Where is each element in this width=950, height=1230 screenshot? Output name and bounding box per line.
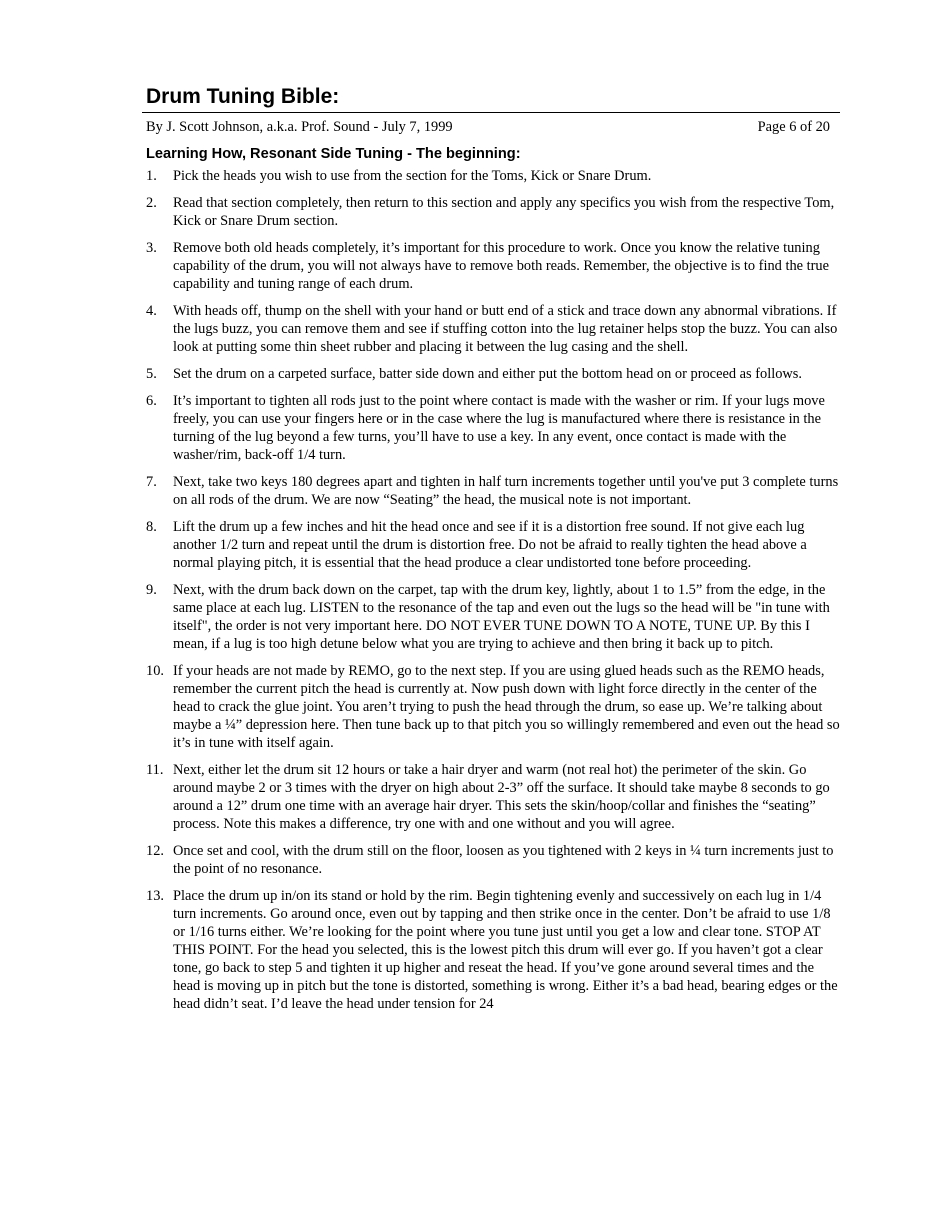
- list-item: [146, 167, 844, 185]
- step-text: It’s important to tighten all rods just to the point where contact is made with the washer or rim. If your lugs move freely, you can use your fingers here or in the case where the lug is manufactured where there is resistance in the turning of the lug beyond a few turns, you’ll have to use a key. In any event, once contact is made with the washer/rim, back-off 1/4 turn.: [173, 393, 825, 463]
- list-item: [146, 518, 844, 572]
- step-number: 6.: [146, 393, 157, 409]
- title-divider: [142, 112, 840, 113]
- step-text: Read that section completely, then return to this section and apply any specifics you wish from the respective Tom, Kick or Snare Drum section.: [173, 195, 835, 229]
- document-title: Drum Tuning Bible:: [146, 85, 340, 108]
- step-text: Lift the drum up a few inches and hit the head once and see if it is a distortion free sound. If not give each lug another 1/2 turn and repeat until the drum is distortion free. Do not be afraid to really tighten the head above a normal playing pitch, it is essential that the head produce a clear undistorted tone before proceeding.: [173, 519, 807, 571]
- list-item: [146, 581, 844, 653]
- list-item: [146, 761, 844, 833]
- list-item: [146, 887, 844, 1013]
- step-number: 1.: [146, 168, 157, 184]
- list-item: [146, 302, 844, 356]
- list-item: [146, 473, 844, 509]
- list-item: [146, 239, 844, 293]
- list-item: [146, 194, 844, 230]
- list-item: [146, 365, 844, 383]
- step-number: 13.: [146, 888, 164, 904]
- step-text: Next, take two keys 180 degrees apart and tighten in half turn increments together until you've put 3 complete turns on all rods of the drum. We are now “Seating” the head, the musical note is not important.: [173, 474, 839, 508]
- step-text: Next, either let the drum sit 12 hours or take a hair dryer and warm (not real hot) the perimeter of the skin. Go around maybe 2 or 3 times with the dryer on high about 2-3” off the surface. It should take maybe 8 seconds to go around a 12” drum one time with an average hair dryer. This sets the skin/hoop/collar and finishes the “seating” process. Note this makes a difference, try one with and one without and you will agree.: [173, 762, 830, 832]
- list-item: [146, 662, 844, 752]
- step-text: Next, with the drum back down on the carpet, tap with the drum key, lightly, about 1 to 1.5” from the edge, in the same place at each lug. LISTEN to the resonance of the tap and even out the lugs so the head will be "in tune with itself", the order is not very important here. DO NOT EVER TUNE DOWN TO A NOTE, TUNE UP. By this I mean, if a lug is too high detune below what you are trying to achieve and then bring it back up to pitch.: [173, 582, 830, 652]
- step-number: 10.: [146, 663, 164, 679]
- step-number: 7.: [146, 474, 157, 490]
- step-text: If your heads are not made by REMO, go to the next step. If you are using glued heads such as the REMO heads, remember the current pitch the head is currently at. Now push down with light force directly in the center of the head to crack the glue joint. You aren’t trying to push the head through the drum, so ease up. We’re talking about maybe a ¼” depression here. Then tune back up to that pitch you so willingly remembered and even out the head so it’s in tune with itself again.: [173, 663, 840, 751]
- step-text: Once set and cool, with the drum still on the floor, loosen as you tightened with 2 keys in ¼ turn increments just to the point of no resonance.: [173, 843, 834, 877]
- author-byline: By J. Scott Johnson, a.k.a. Prof. Sound - July 7, 1999: [146, 119, 453, 135]
- page-number: Page 6 of 20: [757, 119, 830, 135]
- list-item: [146, 842, 844, 878]
- step-number: 3.: [146, 240, 157, 256]
- section-heading: Learning How, Resonant Side Tuning - The beginning:: [146, 146, 521, 162]
- step-text: Place the drum up in/on its stand or hold by the rim. Begin tightening evenly and successively on each lug in 1/4 turn increments. Go around once, even out by tapping and then strike once in the center. Don’t be afraid to use 1/8 or 1/16 turns either. We’re looking for the point where you tune just until you get a low and clear tone. STOP AT THIS POINT. For the head you selected, this is the lowest pitch this drum will ever go. If you haven’t got a clear tone, go back to step 5 and tighten it up higher and reseat the head. If you’ve gone around several times and the head is moving up in pitch but the tone is distorted, something is wrong. Either it’s a bad head, bearing edges or the head didn’t seat. I’d leave the head under tension for 24: [173, 888, 838, 1012]
- step-number: 8.: [146, 519, 157, 535]
- step-text: Pick the heads you wish to use from the section for the Toms, Kick or Snare Drum.: [173, 168, 652, 184]
- step-text: With heads off, thump on the shell with your hand or butt end of a stick and trace down any abnormal vibrations. If the lugs buzz, you can remove them and see if stuffing cotton into the lug retainer helps stop the buzz. You can also look at putting some thin sheet rubber and placing it between the lug casing and the shell.: [173, 303, 838, 355]
- tuning-steps-list: [146, 167, 844, 1022]
- step-text: Set the drum on a carpeted surface, batter side down and either put the bottom head on or proceed as follows.: [173, 366, 802, 382]
- step-text: Remove both old heads completely, it’s important for this procedure to work. Once you know the relative tuning capability of the drum, you will not always have to remove both reads. Remember, the objective is to find the true capability and tuning range of each drum.: [173, 240, 830, 292]
- step-number: 4.: [146, 303, 157, 319]
- step-number: 11.: [146, 762, 164, 778]
- list-item: [146, 392, 844, 464]
- step-number: 12.: [146, 843, 164, 859]
- step-number: 5.: [146, 366, 157, 382]
- step-number: 2.: [146, 195, 157, 211]
- step-number: 9.: [146, 582, 157, 598]
